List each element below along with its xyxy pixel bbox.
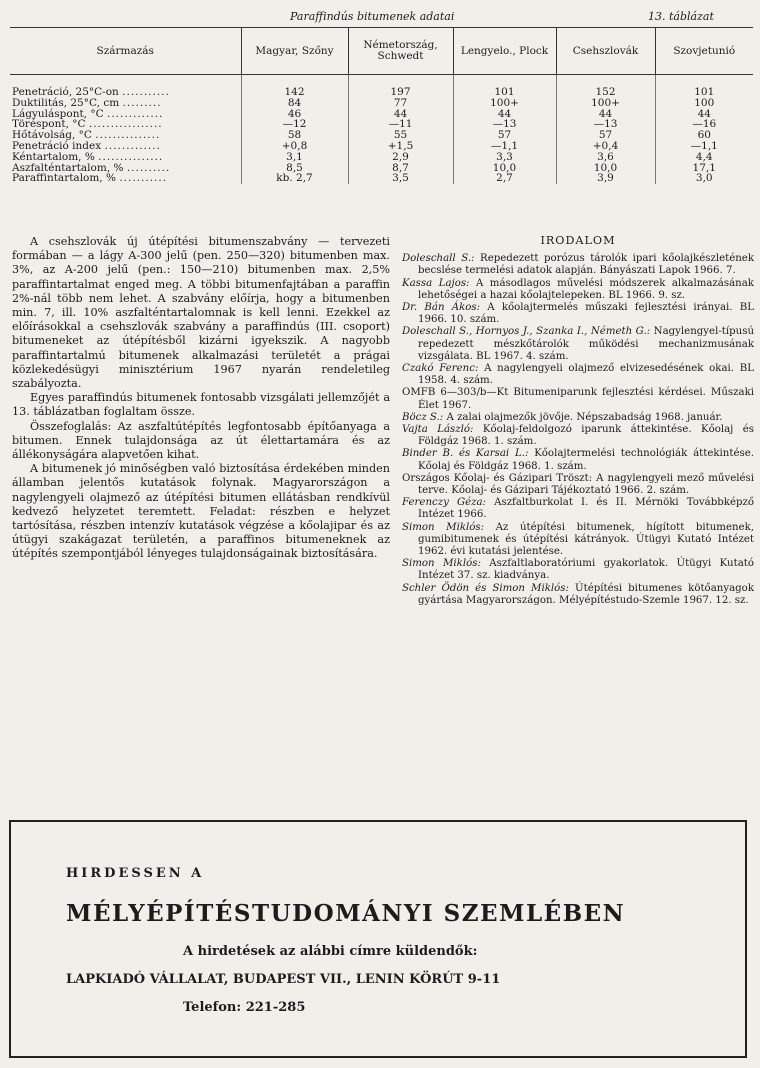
table-cell: 3,3 — [453, 152, 556, 163]
table-cell: 44 — [348, 109, 453, 120]
header-germany: Németország, Schwedt — [348, 28, 453, 75]
table-number: 13. táblázat — [648, 10, 714, 23]
table-row: Kéntartalom, % ............... 3,1 2,9 3,3 3,6 4,4 — [10, 152, 753, 163]
reference-item — [402, 424, 754, 448]
table-row: Penetráció, 25°C-on ........... 142 197 101 152 101 — [10, 75, 753, 98]
row-label: Kéntartalom, % — [12, 150, 95, 163]
reference-author: Simon Miklós: — [402, 558, 481, 570]
reference-text: A másodlagos művelési módszerek alkalmazásának lehetőségei a hazai kőolajtelepeken. BL 1966. 9. sz. — [418, 277, 754, 301]
body-paragraph: A bitumenek jó minőségben való biztosítása érdekében minden államban jelentős kutatások folynak. Magyarországon a nagylengyeli olajmező az útépítési bitumen ellátásban rendkívül kedvező helyzetet teremtett. Feladat: részben e helyzet tartósítása, részben intenzív kutatások végzése a kőolajipar és az útügyi szakágazat területén, a paraffinos bitumeneknek az útépítés szempontjából lényeges tulajdonságainak biztosítására. — [12, 462, 390, 561]
reference-item — [402, 412, 754, 424]
table-cell: —13 — [453, 119, 556, 130]
reference-item — [402, 473, 754, 497]
row-label: Lágyuláspont, °C — [12, 107, 104, 120]
table-cell: +0,4 — [556, 141, 655, 152]
table-cell: 152 — [556, 75, 655, 98]
ad-line-phone: Telefon: 221-285 — [183, 1000, 306, 1015]
table-cell: —1,1 — [453, 141, 556, 152]
reference-text: Kőolajtermelési technológiák áttekintése. Kőolaj és Földgáz 1968. 1. szám. — [418, 448, 754, 472]
reference-author: Czakó Ferenc: — [402, 363, 479, 375]
table-cell: 57 — [556, 130, 655, 141]
row-label: Töréspont, °C — [12, 118, 86, 131]
ad-line-instructions: A hirdetések az alábbi címre küldendők: — [183, 944, 478, 959]
table-cell: 101 — [453, 75, 556, 98]
reference-author: Schler Ödön és Simon Miklós: — [402, 582, 569, 594]
table-row: Töréspont, °C ................. —12 —11 —13 —13 —16 — [10, 119, 753, 130]
table-cell: +0,8 — [241, 141, 348, 152]
body-paragraph: A csehszlovák új útépítési bitumenszabvány — tervezeti formában — a lágy A-300 jelű (pen. 250—320) bitumenben max. 3%, az A-200 jelű (pen.: 150—210) bitumenben max. 2,5% paraffintartalmat enged meg. A többi bitumenfajtában a paraffin 2%-nál több nem lehet. A szabvány előírja, hogy a bitumenben min. 7, ill. 10% aszfalténtartalomnak is kell lenni. Ezekkel az előírásokkal a csehszlovák szabvány a paraffindús (III. csoport) bitumeneket az útépítésből kizárni igyekszik. A nagyobb paraffintartalmú bitumenek alkalmazási területét a prágai közlekedésügyi minisztérium 1967 nyarán rendeletileg szabályozta. — [12, 235, 390, 391]
table-caption: Paraffindús bitumenek adatai — [290, 10, 455, 23]
reference-author: Vajta László: — [402, 424, 474, 436]
reference-text: Repedezett porózus tárolók ipari kőolajkészletének becslése termelési adatok alapján. Bányászati Lapok 1966. 7. — [418, 253, 754, 277]
table-cell: 17,1 — [655, 163, 753, 174]
table-cell: 100+ — [453, 98, 556, 109]
reference-author: Böcz S.: — [402, 411, 444, 423]
reference-author: Doleschall S., Hornyos J., Szanka I., Németh G.: — [402, 326, 651, 338]
table-cell: 3,0 — [655, 173, 753, 184]
reference-text: A zalai olajmezők jövője. Népszabadság 1968. január. — [446, 411, 723, 423]
table-cell: 101 — [655, 75, 753, 98]
references-title: IRODALOM — [540, 234, 616, 247]
advertisement-box — [9, 820, 747, 1058]
table-cell: 10,0 — [453, 163, 556, 174]
reference-item — [402, 253, 754, 277]
row-label: Aszfalténtartalom, % — [12, 161, 124, 174]
table-row: Duktilitás, 25°C, cm ......... 84 77 100+ 100+ 100 — [10, 98, 753, 109]
table-cell: 3,9 — [556, 173, 655, 184]
reference-author: Simon Miklós: — [402, 521, 485, 533]
reference-text: Az útépítési bitumenek, hígított bitumenek, gumibitumenek és útépítési kátrányok. Útügyi Kutató Intézet 1962. évi kutatási jelentése. — [418, 521, 754, 558]
table-cell: —12 — [241, 119, 348, 130]
table-cell: 57 — [453, 130, 556, 141]
bitumen-data-table — [10, 27, 753, 184]
table-row: Penetráció index ............. +0,8 +1,5 —1,1 +0,4 —1,1 — [10, 141, 753, 152]
table-row: Lágyuláspont, °C ............. 46 44 44 44 44 — [10, 109, 753, 120]
reference-item — [402, 326, 754, 363]
table-cell: 46 — [241, 109, 348, 120]
header-origin: Származás — [10, 28, 241, 75]
reference-item — [402, 558, 754, 582]
references-section — [402, 235, 754, 607]
header-czechoslovakia: Csehszlovák — [556, 28, 655, 75]
row-label: Penetráció index — [12, 139, 102, 152]
reference-item — [402, 522, 754, 559]
table-cell: kb. 2,7 — [241, 173, 348, 184]
reference-author: Kassa Lajos: — [402, 277, 470, 289]
reference-item — [402, 363, 754, 387]
table-cell: 44 — [453, 109, 556, 120]
row-label: Penetráció, 25°C-on — [12, 86, 119, 98]
table-cell: 142 — [241, 75, 348, 98]
table-cell: —1,1 — [655, 141, 753, 152]
reference-item — [402, 583, 754, 607]
body-paragraph: Összefoglalás: Az aszfaltútépítés legfontosabb építőanyaga a bitumen. Ennek tulajdonsága az út élettartamára és az állékonyságára alapvetően kihat. — [12, 419, 390, 462]
reference-text: A nagylengyeli olajmező elvizesedésének okai. BL 1958. 4. szám. — [418, 363, 754, 387]
table-cell: 10,0 — [556, 163, 655, 174]
reference-text: OMFB 6—303/b—Kt Bitumeniparunk fejlesztési kérdései. Műszaki Élet 1967. — [402, 387, 754, 411]
reference-text: A kőolajtermelés műszaki fejlesztési irányai. BL 1966. 10. szám. — [418, 302, 754, 326]
reference-item — [402, 448, 754, 472]
table-cell: 3,1 — [241, 152, 348, 163]
table-cell: 2,7 — [453, 173, 556, 184]
reference-author: Ferenczy Géza: — [402, 497, 486, 509]
row-label: Duktilitás, 25°C, cm — [12, 96, 120, 109]
table-cell: 44 — [655, 109, 753, 120]
table-cell: 197 — [348, 75, 453, 98]
header-soviet-union: Szovjetunió — [655, 28, 753, 75]
reference-text: Országos Kőolaj- és Gázipari Tröszt: A nagylengyeli mező művelési terve. Kőolaj- és Gázipari Tájékoztató 1966. 2. szám. — [402, 472, 754, 497]
body-paragraph: Egyes paraffindús bitumenek fontosabb vizsgálati jellemzőjét a 13. táblázatban foglaltam össze. — [12, 391, 390, 419]
row-label: Hőtávolság, °C — [12, 129, 92, 142]
table-cell: 3,5 — [348, 173, 453, 184]
reference-item — [402, 387, 754, 411]
reference-text: Aszfaltburkolat I. és II. Mérnöki Továbbképző Intézet 1966. — [418, 497, 754, 521]
reference-item — [402, 497, 754, 521]
table-cell: 60 — [655, 130, 753, 141]
reference-author: Binder B. és Karsai L.: — [402, 448, 529, 460]
table-cell: +1,5 — [348, 141, 453, 152]
reference-text: Aszfaltlaboratóriumi gyakorlatok. Útügyi Kutató Intézet 37. sz. kiadványa. — [418, 558, 754, 582]
reference-text: Nagylengyel-típusú repedezett mészkőtárolók működési mechanizmusának vizsgálata. BL 1967. 4. szám. — [418, 326, 754, 362]
table-cell: —11 — [348, 119, 453, 130]
row-label: Paraffintartalom, % — [12, 172, 116, 185]
table-row: Hőtávolság, °C ............... 58 55 57 57 60 — [10, 130, 753, 141]
table-cell: 4,4 — [655, 152, 753, 163]
reference-text: Kőolaj-feldolgozó iparunk áttekintése. Kőolaj és Földgáz 1968. 1. szám. — [418, 424, 754, 448]
reference-item — [402, 302, 754, 326]
ad-line-journal: MÉLYÉPÍTÉSTUDOMÁNYI SZEMLÉBEN — [66, 900, 626, 927]
table-cell: 100 — [655, 98, 753, 109]
ad-line-intro: HIRDESSEN A — [66, 866, 205, 881]
table-cell: 84 — [241, 98, 348, 109]
table-cell: —16 — [655, 119, 753, 130]
table-cell: 3,6 — [556, 152, 655, 163]
table-cell: 58 — [241, 130, 348, 141]
table-cell: 55 — [348, 130, 453, 141]
table-header-row — [10, 28, 753, 75]
table-cell: —13 — [556, 119, 655, 130]
table-cell: 2,9 — [348, 152, 453, 163]
table-row: Aszfalténtartalom, % .......... 8,5 8,7 10,0 10,0 17,1 — [10, 163, 753, 174]
table-cell: 100+ — [556, 98, 655, 109]
reference-author: Doleschall S.: — [402, 253, 475, 265]
table-cell: 8,5 — [241, 163, 348, 174]
header-hungary: Magyar, Szőny — [241, 28, 348, 75]
reference-item — [402, 278, 754, 302]
reference-author: Dr. Bán Ákos: — [402, 302, 481, 314]
table-cell: 77 — [348, 98, 453, 109]
table-row: Paraffintartalom, % ........... kb. 2,7 3,5 2,7 3,9 3,0 — [10, 173, 753, 184]
reference-text: Útépítési bitumenes kötőanyagok gyártása Magyarországon. Mélyépítéstudo-Szemle 1967. 12. sz. — [418, 582, 754, 606]
ad-line-address: LAPKIADÓ VÁLLALAT, BUDAPEST VII., LENIN KÖRÚT 9-11 — [66, 972, 501, 987]
table-cell: 44 — [556, 109, 655, 120]
table-cell: 8,7 — [348, 163, 453, 174]
header-poland: Lengyelo., Plock — [453, 28, 556, 75]
article-body — [12, 235, 390, 562]
